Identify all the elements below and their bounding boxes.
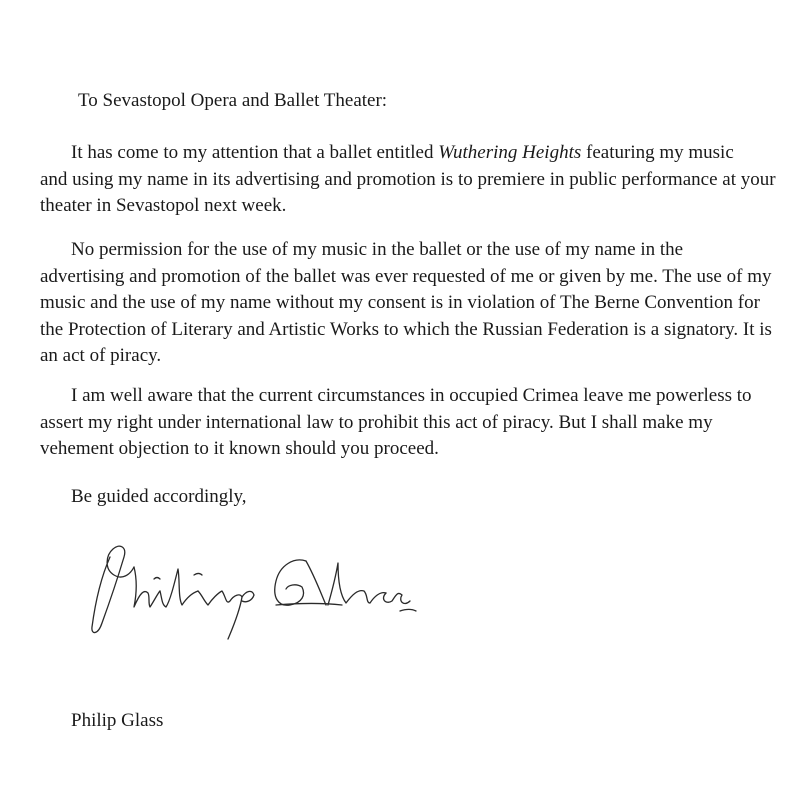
- paragraph-1-text: It has come to my attention that a ballet entitled: [71, 142, 439, 163]
- paragraph-2-line-1: No permission for the use of my music in the ballet or the use of my name in the: [71, 239, 684, 260]
- paragraph-1-line-1: [40, 140, 800, 167]
- paragraph-1-line-3: theater in Sevastopol next week.: [40, 195, 287, 216]
- paragraph-2-line-5: an act of piracy.: [40, 345, 162, 366]
- signer-name: Philip Glass: [71, 710, 164, 731]
- paragraph-1-line-2: and using my name in its advertising and promotion is to premiere in public performance at your: [40, 168, 776, 190]
- signature-stroke: [134, 567, 160, 607]
- signature-stroke: [306, 561, 326, 605]
- paragraph-3-line-2: assert my right under international law to prohibit this act of piracy. But I shall make my: [40, 411, 713, 433]
- paragraph-2-line-4: the Protection of Literary and Artistic Works to which the Russian Federation is a signatory. It is: [40, 318, 772, 340]
- paragraph-3-line-3: vehement objection to it known should you proceed.: [40, 438, 439, 459]
- ballet-title: Wuthering Heights: [438, 142, 582, 163]
- paragraph-1: [40, 140, 800, 220]
- signature-stroke: [400, 610, 416, 612]
- signature-stroke: [242, 591, 254, 601]
- signature-stroke: [160, 569, 198, 607]
- paragraph-2-line-3: music and the use of my name without my consent is in violation of The Berne Convention for: [40, 292, 760, 313]
- closing: Be guided accordingly,: [71, 486, 247, 507]
- signature-stroke: [275, 560, 306, 605]
- salutation: To Sevastopol Opera and Ballet Theater:: [78, 90, 388, 111]
- paragraph-3: [40, 383, 800, 463]
- signature-stroke: [276, 604, 342, 606]
- signature-stroke: [92, 546, 134, 632]
- signature-stroke: [328, 563, 386, 605]
- signature-stroke: [154, 578, 160, 580]
- signature-stroke: [194, 574, 202, 576]
- signature-stroke: [198, 591, 242, 639]
- paragraph-2: [40, 237, 800, 370]
- signature-stroke: [384, 593, 410, 603]
- paragraph-2-line-2: advertising and promotion of the ballet was ever requested of me or given by me. The use of my: [40, 265, 772, 287]
- signature-drawing: [80, 535, 420, 645]
- paragraph-1-text: featuring my music: [581, 142, 734, 163]
- paragraph-3-line-1: I am well aware that the current circumstances in occupied Crimea leave me powerless to: [71, 385, 752, 406]
- handwritten-signature: [80, 535, 420, 645]
